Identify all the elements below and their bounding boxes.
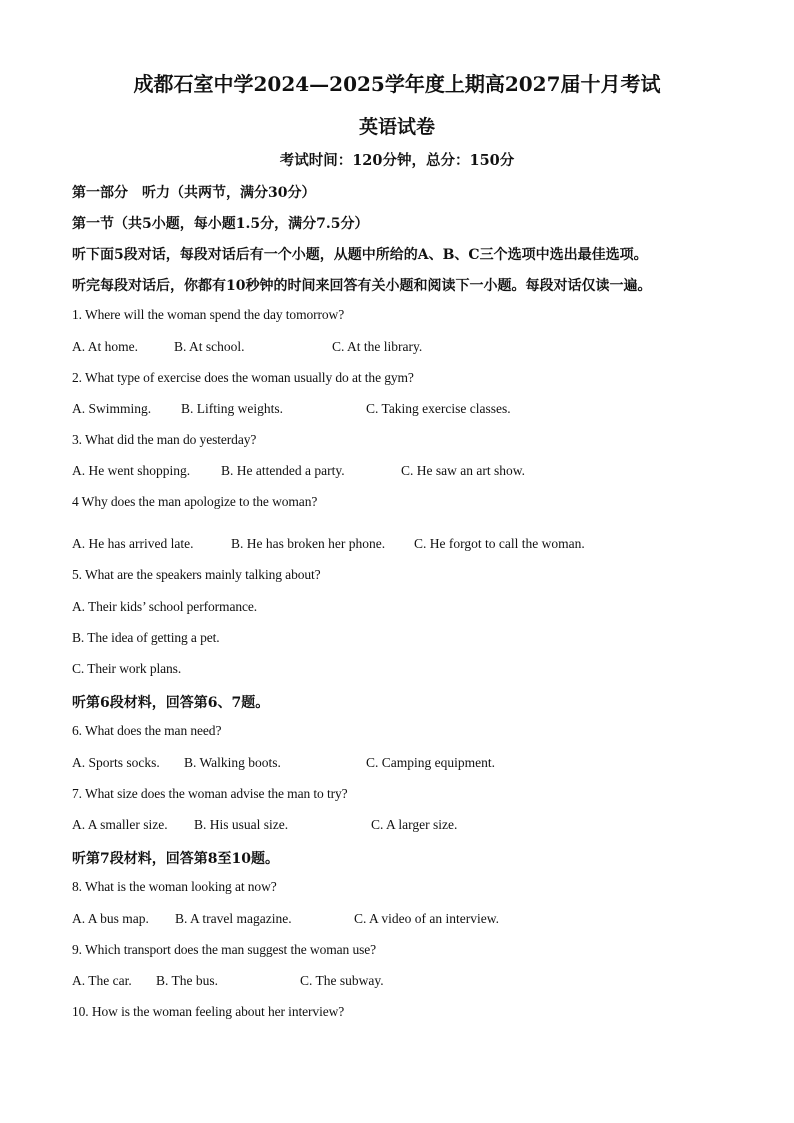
question-1: 1. Where will the woman spend the day tomorrow?	[72, 307, 345, 322]
passage-6-header: 听第6段材料，回答第6、7题。	[72, 695, 270, 711]
option-1c: C. At the library.	[332, 339, 423, 354]
option-4a: A. He has arrived late.	[72, 536, 194, 551]
option-7c: C. A larger size.	[371, 817, 458, 832]
passage-7-header: 听第7段材料，回答第8至10题。	[72, 851, 279, 867]
question-9: 9. Which transport does the man suggest the woman use?	[72, 942, 377, 957]
option-8b: B. A travel magazine.	[175, 911, 292, 926]
exam-subject: 英语试卷	[358, 116, 435, 138]
option-2b: B. Lifting weights.	[181, 401, 283, 416]
question-8: 8. What is the woman looking at now?	[72, 879, 277, 894]
option-4b: B. He has broken her phone.	[231, 536, 386, 551]
question-5: 5. What are the speakers mainly talking about?	[72, 567, 321, 582]
option-6b: B. Walking boots.	[184, 755, 281, 770]
option-2c: C. Taking exercise classes.	[366, 401, 511, 416]
section1-heading: 第一节（共5小题，每小题1.5分，满分7.5分）	[72, 216, 369, 232]
option-5b: B. The idea of getting a pet.	[72, 630, 220, 645]
option-7a: A. A smaller size.	[72, 817, 168, 832]
question-4: 4 Why does the man apologize to the woman?	[72, 494, 318, 509]
option-5a: A. Their kids’ school performance.	[72, 599, 258, 614]
option-9a: A. The car.	[72, 973, 132, 988]
question-7: 7. What size does the woman advise the man to try?	[72, 786, 348, 801]
option-7b: B. His usual size.	[194, 817, 289, 832]
option-6c: C. Camping equipment.	[366, 755, 495, 770]
option-3a: A. He went shopping.	[72, 463, 191, 478]
option-3b: B. He attended a party.	[221, 463, 345, 478]
option-8a: A. A bus map.	[72, 911, 149, 926]
instruction-line-1: 听下面5段对话，每段对话后有一个小题，从题中所给的A、B、C三个选项中选出最佳选项。	[72, 247, 648, 263]
exam-title: 成都石室中学2024—2025学年度上期高2027届十月考试	[133, 72, 661, 96]
part1-heading: 第一部分 听力（共两节，满分30分）	[72, 185, 316, 201]
option-9c: C. The subway.	[300, 973, 384, 988]
question-2: 2. What type of exercise does the woman usually do at the gym?	[72, 370, 414, 385]
option-6a: A. Sports socks.	[72, 755, 160, 770]
question-6: 6. What does the man need?	[72, 723, 222, 738]
exam-info: 考试时间：120分钟，总分：150分	[279, 152, 515, 169]
option-9b: B. The bus.	[156, 973, 219, 988]
option-3c: C. He saw an art show.	[401, 463, 525, 478]
option-1b: B. At school.	[174, 339, 245, 354]
option-5c: C. Their work plans.	[72, 661, 182, 676]
instruction-line-2: 听完每段对话后，你都有10秒钟的时间来回答有关小题和阅读下一小题。每段对话仅读一遍。	[72, 278, 652, 294]
option-8c: C. A video of an interview.	[354, 911, 499, 926]
option-2a: A. Swimming.	[72, 401, 152, 416]
option-4c: C. He forgot to call the woman.	[414, 536, 585, 551]
question-3: 3. What did the man do yesterday?	[72, 432, 257, 447]
question-10: 10. How is the woman feeling about her interview?	[72, 1004, 345, 1019]
option-1a: A. At home.	[72, 339, 138, 354]
